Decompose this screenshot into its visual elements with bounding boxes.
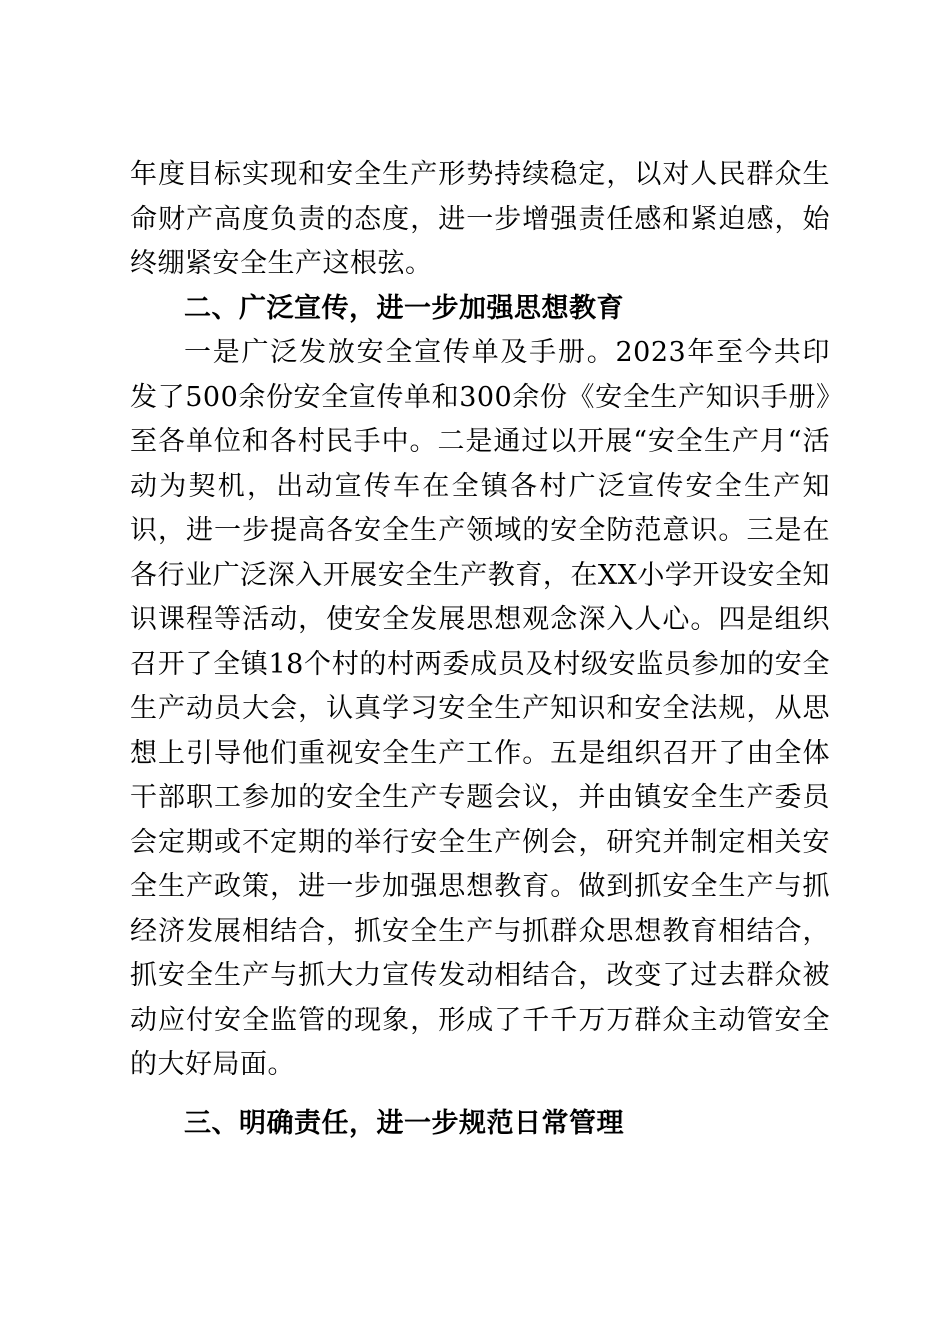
body-paragraph-continued: 年度目标实现和安全生产形势持续稳定，以对人民群众生命财产高度负责的态度，进一步增强责任感和紧迫感，始终绷紧安全生产这根弦。 (130, 159, 830, 279)
section-heading-2: 二、广泛宣传，进一步加强思想教育 (184, 292, 624, 324)
body-paragraph-publicity: 一是广泛发放安全宣传单及手册。2023年至今共印发了500余份安全宣传单和300余份《安全生产知识手册》至各单位和各村民手中。二是通过以开展“安全生产月“活动为契机，出动宣传车在全镇各村广泛宣传安全生产知识，进一步提高各安全生产领域的安全防范意识。三是在各行业广泛深入开展安全生产教育，在XX小学开设安全知识课程等活动，使安全发展思想观念深入人心。四是组织召开了全镇18个村的村两委成员及村级安监员参加的安全生产动员大会，认真学习安全生产知识和安全法规，从思想上引导他们重视安全生产工作。五是组织召开了由全体干部职工参加的安全生产专题会议，并由镇安全生产委员会定期或不定期的举行安全生产例会，研究并制定相关安全生产政策，进一步加强思想教育。做到抓安全生产与抓经济发展相结合，抓安全生产与抓群众思想教育相结合，抓安全生产与抓大力宣传发动相结合，改变了过去群众被动应付安全监管的现象，形成了千千万万群众主动管安全的大好局面。 (130, 337, 830, 1080)
document-page (130, 153, 830, 1146)
section-heading-3: 三、明确责任，进一步规范日常管理 (184, 1107, 624, 1139)
